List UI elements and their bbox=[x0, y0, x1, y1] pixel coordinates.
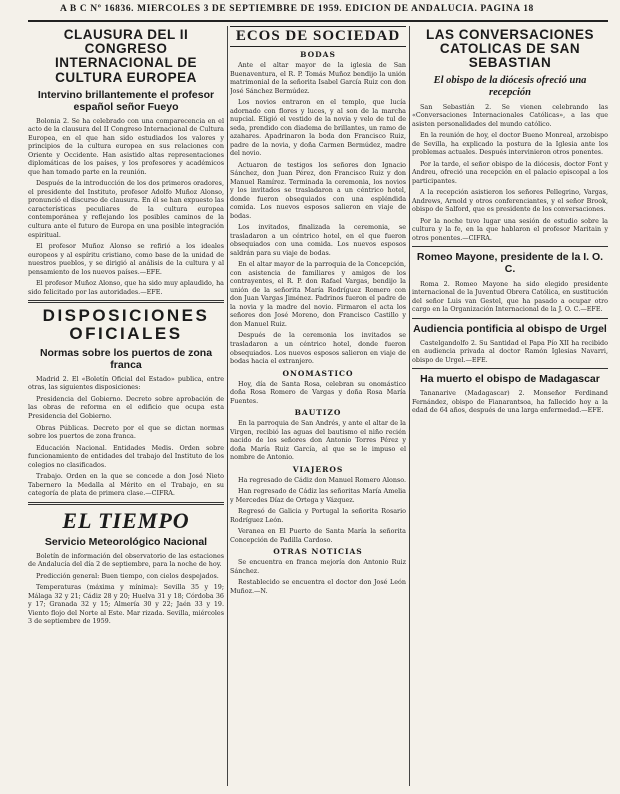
section-kicker: OTRAS NOTICIAS bbox=[273, 547, 363, 557]
article-paragraph: Educación Nacional. Entidades Medis. Orden sobre funcionamiento de entidades del trabajo del Instituto de los colegios no clasificados. bbox=[28, 443, 224, 469]
article-paragraph: Temperaturas (máxima y mínima): Sevilla 35 y 19; Málaga 32 y 21; Cádiz 28 y 20; Huelva 31 y 18; Córdoba 36 y 17; Granada 32 y 15; Almería 30 y 22; Jaén 33 y 19. Viento flojo del Norte al Este. Mar rizada. Sevilla, miércoles 3 de septiembre de 1959. bbox=[28, 583, 224, 626]
article-paragraph: Restablecido se encuentra el doctor don José León Muñoz.—N. bbox=[230, 578, 406, 595]
article-paragraph: En el altar mayor de la parroquia de la Concepción, con asistencia de familiares y amigos de los contrayentes, el R. P. don Rafael Vargas, bendijo la unión de la señorita María Rodríguez Romero con don Juan Vargas Jiménez. Padrinos fueron el padre de la novia y la madre del novio. Firmaron el acta los señores don José Moreno, don Francisco Castillo y don Manuel Ruiz. bbox=[230, 260, 406, 328]
article-paragraph: El profesor Muñoz Alonso se refirió a los ideales europeos y al espíritu cristiano, como base de la unidad de nuestros pueblos, y se dirigió al análisis de la cultura y al pensamiento de los nuevos países.—EFE. bbox=[28, 242, 224, 276]
article-paragraph: Por la tarde, el señor obispo de la diócesis, doctor Font y Andreu, ofreció una recepción en el palacio episcopal a los participantes. bbox=[412, 159, 608, 185]
running-head: A B C Nº 16836. MIERCOLES 3 DE SEPTIEMBRE DE 1959. EDICION DE ANDALUCIA. PAGINA 18 bbox=[60, 4, 534, 14]
section-divider bbox=[28, 300, 224, 303]
article-paragraph: Trabajo. Orden en la que se concede a don José Nieto Tabernero la Medalla al Mérito en el Trabajo, en su categoría de plata de primera clase.—CIFRA. bbox=[28, 472, 224, 498]
section-kicker: BAUTIZO bbox=[294, 408, 342, 418]
header-rule bbox=[28, 20, 608, 22]
article-paragraph: Los novios entraron en el templo, que lucía adornado con flores y luces, y al son de la marcha nupcial. Eligió el vestido de la novia y velo de tul de seda, prendido con diadema de brillantes, un ramo de azahares. Apadrinaron la boda don Francisco Ruiz, padre de la novia, y doña Carmen Bermúdez, madre del novio. bbox=[230, 98, 406, 158]
conversations-headline: LAS CONVERSACIONES CATOLICAS DE SAN SEBASTIAN bbox=[425, 27, 595, 71]
article-paragraph: Castelgandolfo 2. Su Santidad el Papa Pío XII ha recibido en audiencia privada al doctor Ramón Iglesias Navarri, obispo de Urgel.—EFE. bbox=[412, 338, 608, 364]
article-paragraph: El profesor Muñoz Alonso, que ha sido muy aplaudido, ha sido felicitado por las autoridades.—EFE. bbox=[28, 279, 224, 296]
article-paragraph: Veranea en El Puerto de Santa María la señorita Concepción de Padilla Cardoso. bbox=[230, 527, 406, 544]
article-paragraph: Después de la introducción de los dos primeros oradores, el presidente del Instituto, profesor Adolfo Muñoz Alonso, pronunció el discurso de clausura. En él se han expuesto las características peculiares de la cultura europea contemporánea y reflejando los posibles caminos de la cultura ante el futuro de Europa en una posible integración espiritual. bbox=[28, 179, 224, 239]
article-paragraph: Predicción general: Buen tiempo, con cielos despejados. bbox=[36, 571, 219, 580]
weather-headline: EL TIEMPO bbox=[62, 507, 190, 533]
congress-subheadline: Intervino brillantemente el profesor español señor Fueyo bbox=[37, 88, 215, 113]
article-paragraph: Madrid 2. El «Boletín Oficial del Estado» publica, entre otras, las siguientes disposiciones: bbox=[28, 374, 224, 392]
joc-headline: Romeo Mayone, presidente de la I. O. C. bbox=[416, 251, 604, 276]
dispositions-headline: DISPOSICIONES OFICIALES bbox=[42, 306, 210, 343]
section-divider bbox=[412, 318, 608, 319]
article-paragraph: Ante el altar mayor de la iglesia de San Buenaventura, el R. P. Tomás Muñoz bendijo la unión matrimonial de la señorita Isabel García Ruiz con don José Sánchez Bermúdez. bbox=[230, 61, 406, 95]
section-divider bbox=[412, 368, 608, 369]
article-paragraph: Se encuentra en franca mejoría don Antonio Ruiz Sánchez. bbox=[230, 558, 406, 575]
article-paragraph: Después de la ceremonia los invitados se trasladaron a un céntrico hotel, donde fueron obsequiados. Los nuevos esposos salieron en viaje de bodas hacia el extranjero. bbox=[230, 331, 406, 366]
article-paragraph: Regresó de Galicia y Portugal la señorita Rosario Rodríguez León. bbox=[230, 507, 406, 524]
column-right bbox=[412, 26, 608, 788]
article-paragraph: A la recepción asistieron los señores Pellegrino, Vargas, Andrews, Arnold y otros conferenciantes, y el señor Brook, obispo de Salford, que es presidente de los conversaciones. bbox=[412, 188, 608, 214]
dispositions-subheadline: Normas sobre los puertos de zona franca bbox=[39, 346, 213, 371]
column-center bbox=[230, 26, 406, 788]
section-kicker: VIAJEROS bbox=[292, 464, 344, 474]
article-paragraph: Bolonia 2. Se ha celebrado con una comparecencia en el acto de la clausura del II Congreso Internacional de Cultura Europea, en el que han sido estudiados los valores y principios de la cultura europea en sus relaciones con Oriente y Occidente. Han asistido altas representaciones diplomáticas de los países, y los profesores y académicos que han tomado parte en la reunión. bbox=[28, 116, 224, 176]
article-paragraph: Los invitados, finalizada la ceremonia, se trasladaron a un céntrico hotel, en el que fueron obsequiados con una comida. Los nuevos esposos saldrán para su viaje de bodas. bbox=[230, 223, 406, 257]
congress-headline: CLAUSURA DEL II CONGRESO INTERNACIONAL DE CULTURA EUROPEA bbox=[54, 27, 197, 85]
article-paragraph: Ha regresado de Cádiz don Manuel Romero Alonso. bbox=[238, 475, 406, 484]
article-paragraph: San Sebastián 2. Se vienen celebrando las «Conversaciones Internacionales Católicas», a las que asisten personalidades del mundo católico. bbox=[412, 102, 608, 128]
bishop-death-headline: Ha muerto el obispo de Madagascar bbox=[420, 373, 600, 386]
section-kicker: BODAS bbox=[300, 50, 336, 59]
audience-headline: Audiencia pontificia al obispo de Urgel bbox=[413, 322, 607, 335]
column-left bbox=[28, 26, 224, 788]
society-headline: ECOS DE SOCIEDAD bbox=[230, 26, 406, 47]
article-paragraph: Han regresado de Cádiz las señoritas María Amelia y Mercedes Díaz de Ortega y Vázquez. bbox=[230, 487, 406, 504]
article-paragraph: Hoy, día de Santa Rosa, celebran su onomástico doña Rosa Romero de Vargas y doña Rosa María Fuentes. bbox=[230, 379, 406, 405]
article-paragraph: Tananarive (Madagascar) 2. Monseñor Ferdinand Fernández, obispo de Fianarantsoa, ha fallecido hoy a la edad de 64 años, después de una larga enfermedad.—EFE. bbox=[412, 389, 608, 415]
weather-subheadline: Servicio Meteorológico Nacional bbox=[44, 535, 208, 548]
section-divider bbox=[412, 246, 608, 247]
article-paragraph: Roma 2. Romeo Mayone ha sido elegido presidente internacional de la Juventud Obrera Católica, en sustitución del señor Luis van Gestel, que ha pasado a ocupar otro cargo en la Organización Internacional de la J. O. C.—EFE. bbox=[412, 279, 608, 314]
article-paragraph: Presidencia del Gobierno. Decreto sobre aprobación de las obras de reforma en el edificio que ocupa esta Presidencia del Gobierno. bbox=[28, 394, 224, 420]
article-paragraph: En la reunión de hoy, el doctor Bueno Monreal, arzobispo de Sevilla, ha explicado la postura de la Iglesia ante los problemas actuales. Después intervinieron otros ponentes. bbox=[412, 131, 608, 157]
section-divider bbox=[28, 502, 224, 505]
column-divider bbox=[227, 26, 228, 786]
article-paragraph: Boletín de información del observatorio de las estaciones de Andalucía del día 2 de septiembre, para la noche de hoy. bbox=[28, 551, 224, 569]
column-divider bbox=[409, 26, 410, 786]
article-paragraph: Por la noche tuvo lugar una sesión de estudio sobre la cultura y la fe, en la que hablaron el profesor Maritain y otros ponentes.—CIFRA. bbox=[412, 216, 608, 242]
article-paragraph: En la parroquia de San Andrés, y ante el altar de la Virgen, recibió las aguas del bautismo el niño recién nacido de los señores don Antonio Torres Pérez y doña María Ruiz García, al que se le impuso el nombre de Antonio. bbox=[230, 419, 406, 462]
section-kicker: ONOMASTICO bbox=[282, 368, 354, 378]
article-paragraph: Obras Públicas. Decreto por el que se dictan normas sobre los puertos de zona franca. bbox=[28, 423, 224, 441]
conversations-subheadline: El obispo de la diócesis ofreció una recepción bbox=[433, 74, 587, 98]
article-paragraph: Actuaron de testigos los señores don Ignacio Sánchez, don Juan Pérez, don Francisco Ruiz y don Manuel Ramírez. Terminada la ceremonia, los novios y los invitados se trasladaron a un céntrico hotel, donde fueron obsequiados con una espléndida comida. Los nuevos esposos salieron en viaje de bodas. bbox=[230, 160, 406, 220]
